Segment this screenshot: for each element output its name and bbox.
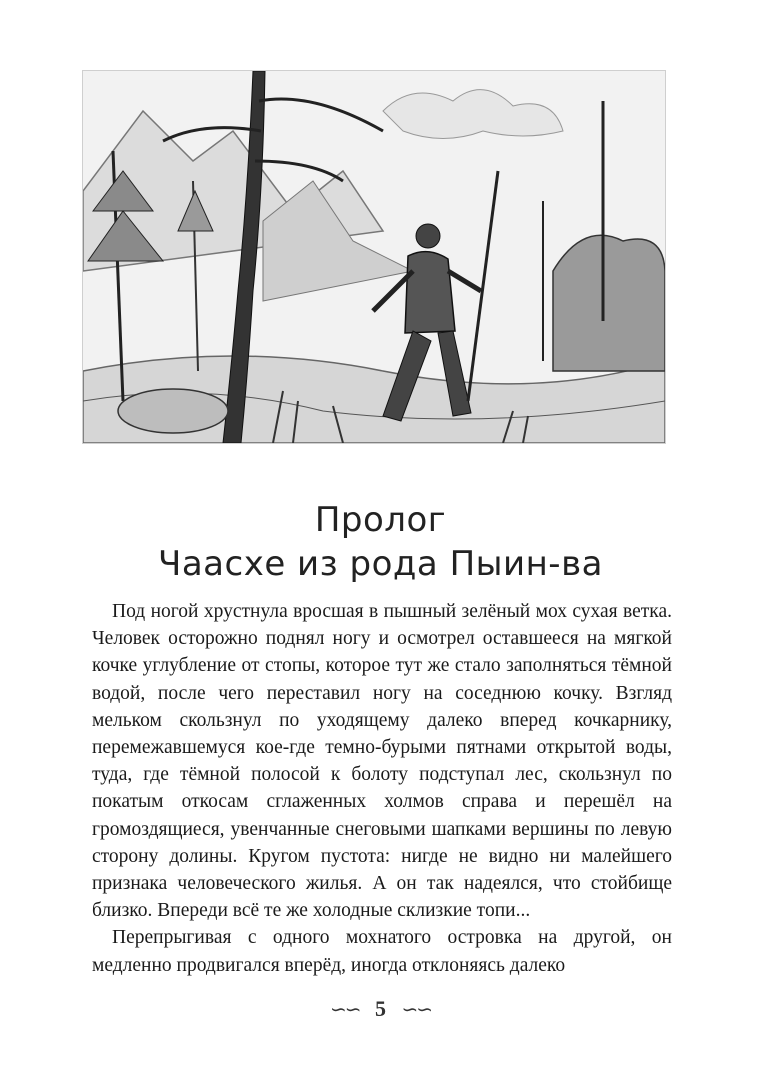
chapter-illustration bbox=[82, 70, 666, 444]
paragraph: Перепрыгивая с одного мохнатого островка на другой, он медленно продвигался вперёд, иногда отклоняясь далеко bbox=[92, 927, 672, 976]
chapter-title-prologue: Пролог bbox=[314, 500, 447, 540]
ornament-left-icon: ∽∽ bbox=[329, 999, 360, 1021]
page-footer bbox=[0, 996, 761, 1022]
chapter-subtitle: Чаасхе из рода Пыин-ва bbox=[158, 544, 603, 584]
ornament-right-icon: ∽∽ bbox=[401, 999, 432, 1021]
forest-scene-drawing bbox=[83, 71, 665, 443]
page-number: 5 bbox=[375, 996, 386, 1021]
chapter-text bbox=[92, 598, 672, 979]
chapter-heading bbox=[0, 498, 761, 586]
paragraph: Под ногой хрустнула вросшая в пышный зелёный мох сухая ветка. Человек осторожно поднял ногу и осмотрел оставшееся на мягкой кочке углубление от стопы, которое тут же стало заполняться тёмной водой, после чего переставил ногу на соседнюю кочку. Взгляд мельком скользнул по уходящему далеко вперед кочкарнику, перемежавшемуся кое-где темно-бурыми пятнами открытой воды, туда, где тёмной полосой к болоту подступал лес, скользнул по покатым откосам сглаженных холмов справа и перешёл на громоздящиеся, увенчанные снеговыми шапками вершины по левую сторону долины. Кругом пустота: нигде не видно ни малейшего признака человеческого жилья. А он так надеялся, что стойбище близко. Впереди всё те же холодные склизкие топи... bbox=[92, 601, 672, 922]
